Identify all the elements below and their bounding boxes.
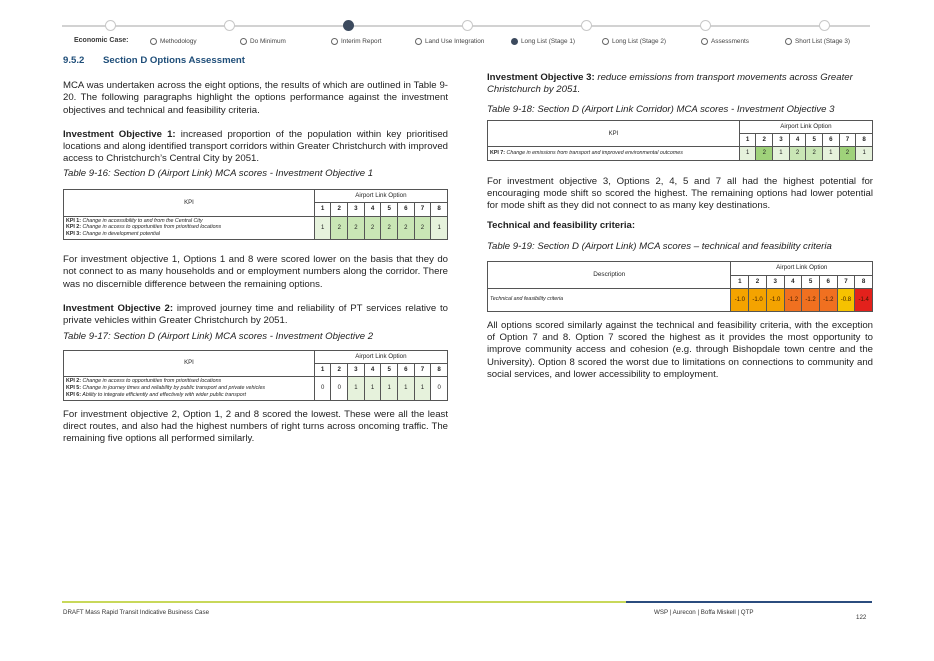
mca-table-technical-feasibility	[487, 261, 873, 312]
option-number-header: 4	[364, 364, 381, 377]
option-number-header: 1	[739, 134, 756, 147]
section-heading: 9.5.2 Section D Options Assessment	[63, 55, 245, 66]
progress-step-dot	[819, 20, 830, 31]
radio-icon	[701, 38, 708, 45]
technical-feasibility-heading: Technical and feasibility criteria:	[487, 219, 636, 231]
option-number-header: 5	[381, 364, 398, 377]
kpi-list	[64, 216, 315, 239]
option-number-header: 3	[773, 134, 790, 147]
score-cell: 2	[414, 216, 431, 239]
score-cell: 2	[381, 216, 398, 239]
option-number-header: 8	[431, 364, 448, 377]
option-number-header: 7	[837, 275, 855, 288]
score-cell: 2	[348, 216, 365, 239]
nav-stage-interim-report[interactable]: Interim Report	[331, 38, 382, 45]
nav-stage-short-list-3[interactable]: Short List (Stage 3)	[785, 38, 850, 45]
progress-step-dot	[224, 20, 235, 31]
option-group-header: Airport Link Option	[739, 120, 872, 133]
criteria-label: Technical and feasibility criteria	[488, 288, 731, 311]
option-number-header: 6	[819, 275, 837, 288]
score-cell: 0	[431, 377, 448, 400]
score-cell: -1.0	[766, 288, 784, 311]
score-cell: 1	[414, 377, 431, 400]
score-cell: -1.2	[784, 288, 802, 311]
score-cell: -1.2	[802, 288, 820, 311]
option-group-header: Airport Link Option	[314, 190, 447, 203]
kpi-line: KPI 6: Ability to integrate efficiently and effectively with wider public transport	[66, 392, 246, 399]
nav-stage-long-list-1[interactable]: Long List (Stage 1)	[511, 38, 575, 45]
intro-paragraph: MCA was undertaken across the eight options, the results of which are outlined in Table 9-20. The following paragraphs highlight the options performance against the investment objectives and technical and feasibility criteria.	[63, 80, 448, 116]
radio-icon	[331, 38, 338, 45]
mca-table-io1	[63, 189, 448, 240]
nav-stage-long-list-2[interactable]: Long List (Stage 2)	[602, 38, 666, 45]
option-number-header: 3	[766, 275, 784, 288]
score-cell: -1.0	[731, 288, 749, 311]
score-cell: 1	[364, 377, 381, 400]
option-number-header: 5	[802, 275, 820, 288]
option-number-header: 3	[348, 364, 365, 377]
option-number-header: 4	[789, 134, 806, 147]
option-number-header: 7	[839, 134, 856, 147]
radio-icon	[602, 38, 609, 45]
technical-feasibility-discussion: All options scored similarly against the technical and feasibility criteria, with the exception of Option 7 and 8. Option 7 scored the highest as it provides the most opportunity to improve community access and cohesion (e.g. through Bishopdale town centre and the University). Option 8 scored the worst due to limitations on connections to community and social services, and lower accessibility to employment.	[487, 319, 873, 381]
option-number-header: 6	[398, 203, 415, 216]
footer-document-title: DRAFT Mass Rapid Transit Indicative Business Case	[63, 609, 210, 616]
kpi-list	[64, 377, 315, 400]
nav-stage-methodology[interactable]: Methodology	[150, 38, 197, 45]
kpi-line: KPI 3: Change in development potential	[66, 231, 160, 238]
kpi-line: KPI 7: Change in emissions from transport and improved environmental outcomes	[490, 150, 683, 157]
score-cell: 2	[756, 147, 773, 160]
score-cell: 1	[823, 147, 840, 160]
economic-case-label: Economic Case:	[74, 37, 129, 44]
score-cell: 2	[398, 216, 415, 239]
radio-icon	[240, 38, 247, 45]
score-cell: 1	[773, 147, 790, 160]
io2-paragraph: Investment Objective 2: improved journey time and reliability of PT services relative to private vehicles within Greater Christchurch by 2051.	[63, 302, 448, 327]
io3-discussion: For investment objective 3, Options 2, 4, 5 and 7 all had the highest potential for encouraging mode shift so scored the highest. The remaining options had lower potential for mode shift as they did not connect to as many key destinations.	[487, 175, 873, 212]
table4-caption: Table 9-19: Section D (Airport Link) MCA scores – technical and feasibility criteria	[487, 240, 832, 252]
nav-stage-assessments[interactable]: Assessments	[701, 38, 749, 45]
nav-stage-do-minimum[interactable]: Do Minimum	[240, 38, 286, 45]
option-number-header: 6	[398, 364, 415, 377]
footer-consultants: WSP | Aurecon | Boffa Miskell | QTP	[654, 609, 754, 616]
score-cell: 1	[856, 147, 873, 160]
kpi-line: KPI 1: Change in accessibility to and from the Central City	[66, 217, 203, 224]
option-number-header: 8	[855, 275, 873, 288]
io3-paragraph: Investment Objective 3: reduce emissions from transport movements across Greater Christchurch by 2051.	[487, 72, 853, 96]
progress-step-dot	[105, 20, 116, 31]
io1-discussion: For investment objective 1, Options 1 and 8 were scored lower on the basis that they do not connect to as many households and or employment numbers along the corridor. There was no discernible difference between the remaining options.	[63, 254, 448, 290]
progress-step-dot	[700, 20, 711, 31]
option-number-header: 2	[331, 203, 348, 216]
nav-stage-land-use-integration[interactable]: Land Use Integration	[415, 38, 484, 45]
io1-paragraph: Investment Objective 1: increased proportion of the population within key prioritised locations and along identified transport corridors within Greater Christchurch with improved access to Christchurch’s Central City by 2051.	[63, 128, 448, 165]
table2-caption: Table 9-17: Section D (Airport Link) MCA scores - Investment Objective 2	[63, 330, 374, 342]
page-number: 122	[856, 614, 867, 621]
option-number-header: 3	[348, 203, 365, 216]
kpi-header: KPI	[64, 350, 315, 377]
score-cell: 1	[348, 377, 365, 400]
option-number-header: 6	[823, 134, 840, 147]
table3-caption: Table 9-18: Section D (Airport Link Corridor) MCA scores - Investment Objective 3	[487, 103, 835, 115]
table1-caption: Table 9-16: Section D (Airport Link) MCA scores - Investment Objective 1	[63, 167, 374, 179]
progress-step-dot-active	[343, 20, 354, 31]
score-cell: -0.8	[837, 288, 855, 311]
score-cell: 2	[806, 147, 823, 160]
option-number-header: 7	[414, 364, 431, 377]
mca-table-io2	[63, 350, 448, 401]
footer-rule-accent	[626, 601, 872, 603]
score-cell: 1	[431, 216, 448, 239]
score-cell: -1.4	[855, 288, 873, 311]
kpi-line: KPI 2: Change in access to opportunities from prioritised locations	[66, 378, 222, 385]
option-number-header: 5	[806, 134, 823, 147]
option-number-header: 2	[749, 275, 767, 288]
option-number-header: 1	[314, 364, 331, 377]
progress-step-dot	[581, 20, 592, 31]
score-cell: -1.2	[819, 288, 837, 311]
score-cell: 2	[331, 216, 348, 239]
progress-step-dot	[462, 20, 473, 31]
score-cell: 1	[381, 377, 398, 400]
option-number-header: 2	[756, 134, 773, 147]
radio-icon	[150, 38, 157, 45]
radio-icon	[415, 38, 422, 45]
kpi-header: KPI	[488, 120, 740, 147]
score-cell: 1	[739, 147, 756, 160]
score-cell: 2	[839, 147, 856, 160]
kpi-list	[488, 147, 740, 160]
score-cell: 2	[789, 147, 806, 160]
score-cell: 0	[331, 377, 348, 400]
score-cell: -1.0	[749, 288, 767, 311]
option-number-header: 1	[731, 275, 749, 288]
option-group-header: Airport Link Option	[314, 350, 447, 363]
mca-table-io3	[487, 120, 873, 161]
option-number-header: 2	[331, 364, 348, 377]
option-number-header: 8	[431, 203, 448, 216]
score-cell: 1	[314, 216, 331, 239]
option-number-header: 4	[364, 203, 381, 216]
left-column	[63, 80, 448, 446]
radio-selected-icon	[511, 38, 518, 45]
description-header: Description	[488, 262, 731, 289]
option-group-header: Airport Link Option	[731, 262, 873, 275]
option-number-header: 5	[381, 203, 398, 216]
score-cell: 0	[314, 377, 331, 400]
option-number-header: 8	[856, 134, 873, 147]
kpi-line: KPI 2: Change in access to opportunities from prioritised locations	[66, 224, 222, 231]
radio-icon	[785, 38, 792, 45]
score-cell: 2	[364, 216, 381, 239]
kpi-line: KPI 5: Change in journey times and reliability by public transport and private vehicles	[66, 385, 266, 392]
score-cell: 1	[398, 377, 415, 400]
io2-discussion: For investment objective 2, Option 1, 2 and 8 scored the lowest. These were all the least direct routes, and also had the highest numbers of right turns across oncoming traffic. The remaining five options all performed similarly.	[63, 408, 448, 445]
option-number-header: 1	[314, 203, 331, 216]
option-number-header: 7	[414, 203, 431, 216]
right-column	[487, 72, 873, 381]
option-number-header: 4	[784, 275, 802, 288]
kpi-header: KPI	[64, 190, 315, 217]
